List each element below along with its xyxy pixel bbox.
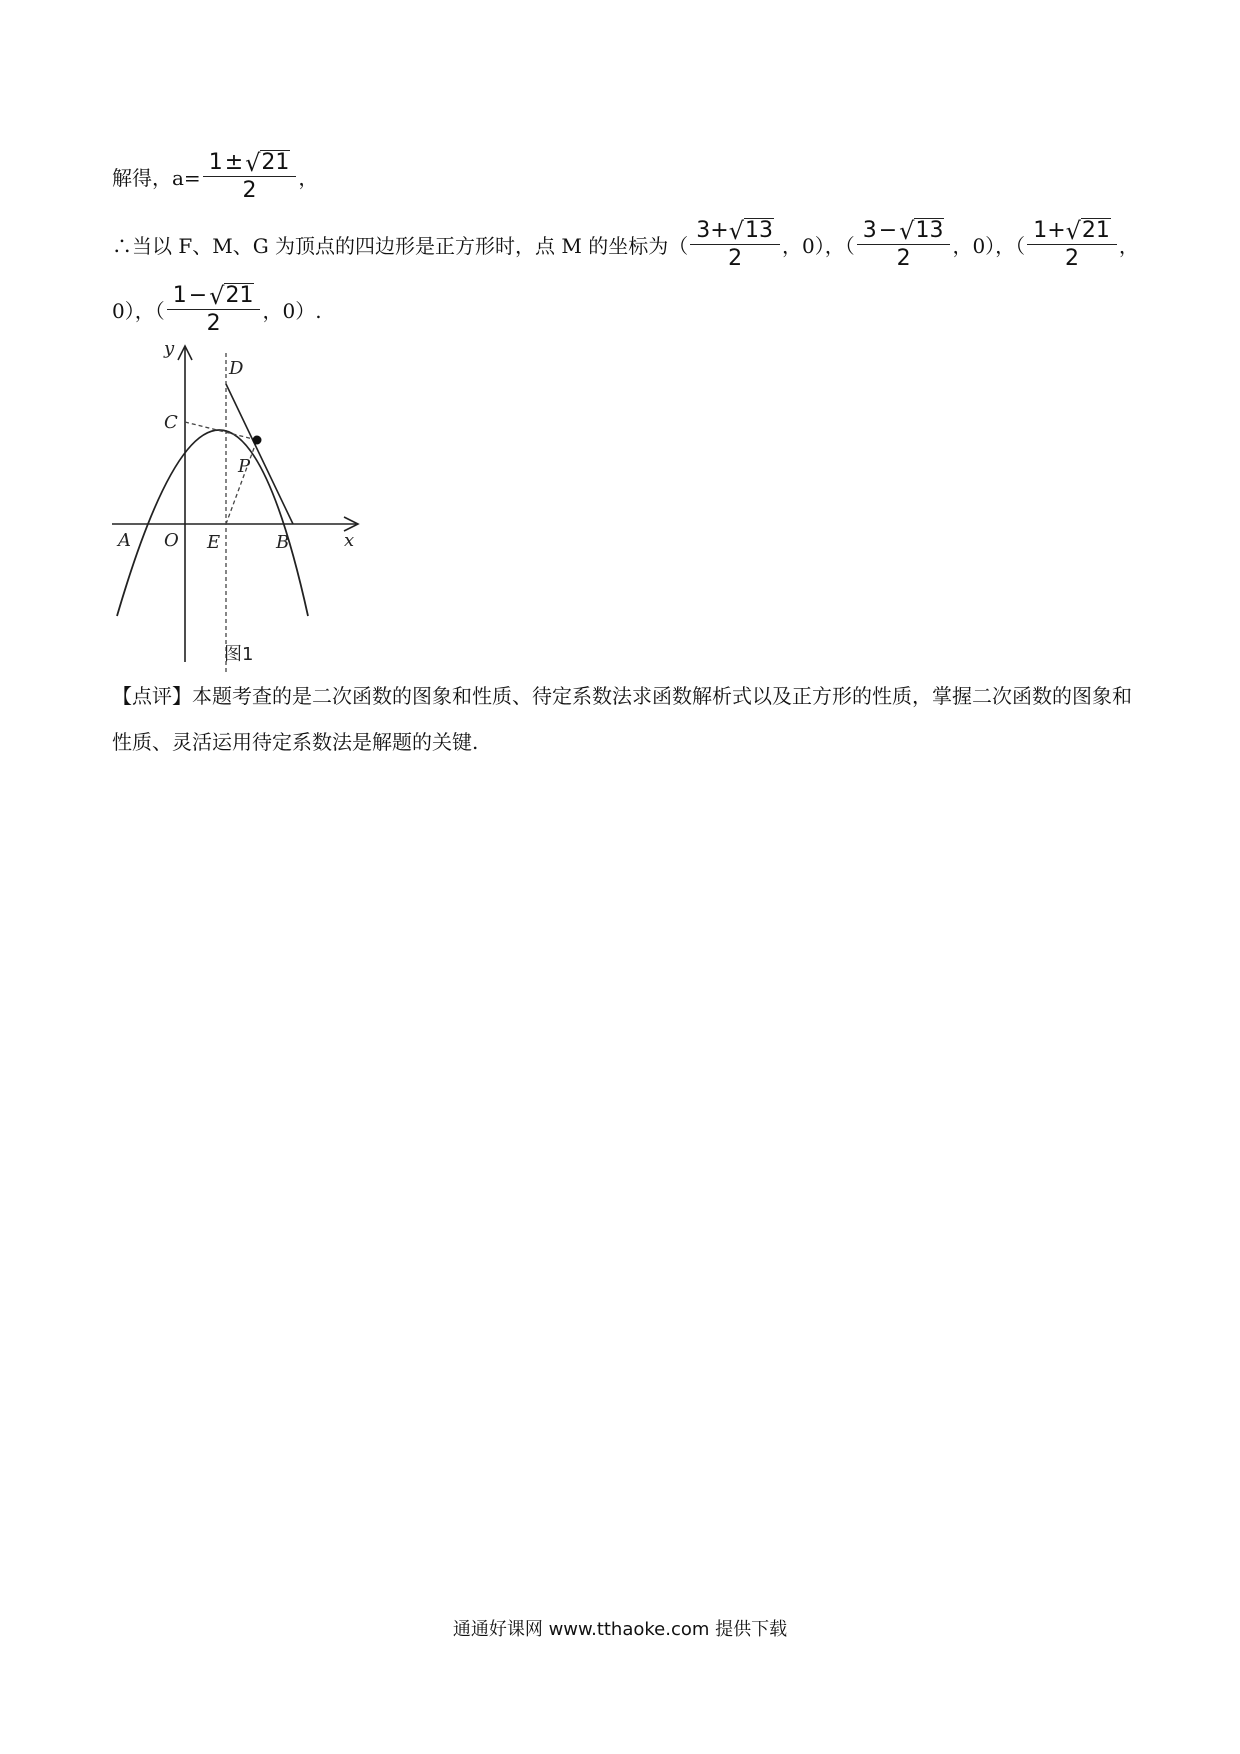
label-e: E bbox=[207, 532, 221, 553]
sep-1: ，0），（ bbox=[781, 234, 855, 259]
label-d: D bbox=[229, 358, 244, 379]
c1-rad: 13 bbox=[744, 218, 773, 243]
label-c: C bbox=[164, 412, 178, 433]
c1-den: 2 bbox=[728, 246, 743, 272]
coord-4: 1 − √ 21 2 bbox=[167, 283, 261, 336]
solution-prefix: 解得，a= bbox=[112, 166, 201, 191]
c3-rad: 21 bbox=[1081, 218, 1110, 243]
parabola-curve bbox=[117, 430, 308, 616]
solution-suffix: ， bbox=[298, 166, 319, 191]
line3-start: 0），（ bbox=[112, 299, 165, 324]
c2-op: − bbox=[878, 218, 898, 244]
line3-end: ，0）. bbox=[262, 299, 322, 324]
c3-den: 2 bbox=[1065, 246, 1080, 272]
label-y: y bbox=[164, 342, 175, 359]
label-p: P bbox=[238, 456, 251, 477]
c3-op: + bbox=[1047, 218, 1066, 244]
footer-text: 通通好课网 www.tthaoke.com 提供下载 bbox=[452, 1619, 788, 1640]
figure-caption: 图1 bbox=[224, 644, 254, 665]
segment-db bbox=[226, 384, 293, 524]
c4-num: 1 bbox=[172, 283, 187, 309]
label-x: x bbox=[344, 530, 355, 551]
fraction-a: 1 ± √ 21 2 bbox=[203, 150, 297, 203]
label-o: O bbox=[164, 530, 179, 551]
label-b: B bbox=[276, 532, 290, 553]
comment-paragraph: 【点评】本题考查的是二次函数的图象和性质、待定系数法求函数解析式以及正方形的性质，掌握二次函数的图象和性质、灵活运用待定系数法是解题的关键. bbox=[112, 684, 1132, 754]
c2-rad: 13 bbox=[915, 218, 944, 243]
point-p bbox=[253, 436, 262, 445]
c1-op: + bbox=[710, 218, 729, 244]
c4-den: 2 bbox=[206, 311, 221, 337]
conclusion-line-2 bbox=[112, 283, 322, 336]
c3-num: 1 bbox=[1033, 218, 1048, 244]
c4-op: − bbox=[188, 283, 208, 309]
conclusion-text: ∴当以 F、M、G 为顶点的四边形是正方形时，点 M 的坐标为（ bbox=[112, 234, 689, 259]
sep-2: ，0），（ bbox=[952, 234, 1026, 259]
sep-3: ， bbox=[1118, 234, 1139, 259]
c1-num: 3 bbox=[696, 218, 711, 244]
coord-2: 3 − √ 13 2 bbox=[857, 218, 951, 271]
coord-1: 3 + √ 13 2 bbox=[690, 218, 780, 271]
frac-den: 2 bbox=[242, 178, 257, 204]
parabola-figure bbox=[112, 342, 362, 672]
frac-num: 1 bbox=[208, 150, 223, 176]
solution-line bbox=[112, 150, 318, 203]
c2-num: 3 bbox=[862, 218, 877, 244]
c4-rad: 21 bbox=[225, 283, 254, 308]
coord-3: 1 + √ 21 2 bbox=[1027, 218, 1117, 271]
c2-den: 2 bbox=[896, 246, 911, 272]
frac-op: ± bbox=[224, 150, 244, 176]
frac-radicand: 21 bbox=[261, 150, 290, 175]
conclusion-line bbox=[112, 218, 1139, 271]
label-a: A bbox=[118, 530, 131, 551]
